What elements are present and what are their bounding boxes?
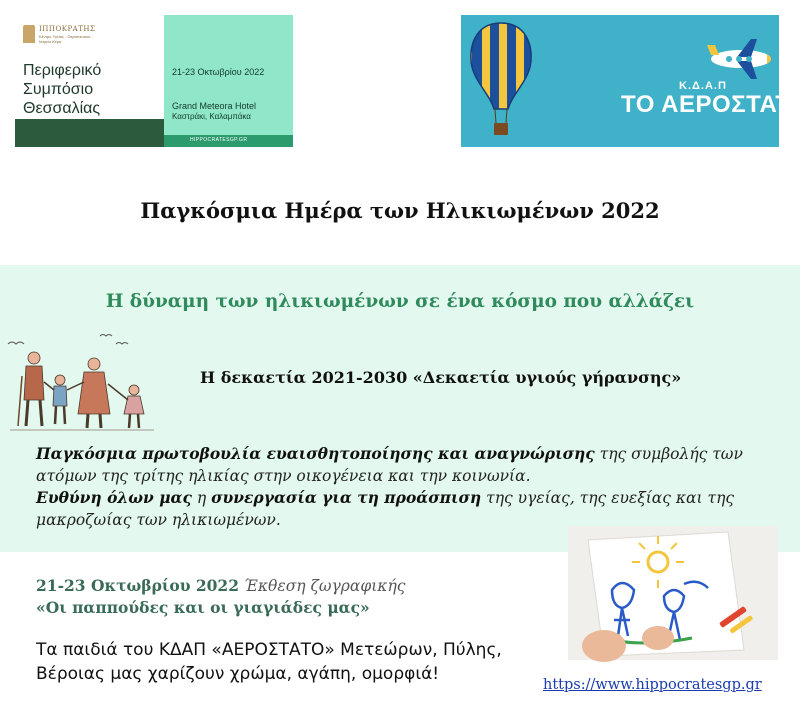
kdap-name: ΤΟ ΑΕΡΟΣΤΑΤΟ: [621, 91, 809, 118]
paragraph-line: μακροζωίας των ηλικιωμένων.: [36, 511, 281, 529]
symposium-dates: 21-23 Οκτωβρίου 2022: [172, 67, 265, 77]
symposium-banner: [15, 15, 293, 147]
kids-text-line: Βέροιας μας χαρίζουν χρώμα, αγάπη, ομορφιά!: [36, 664, 440, 684]
text-phrase: η: [191, 489, 212, 507]
hippocrates-logo-icon: [23, 25, 35, 43]
children-drawing-photo: [568, 526, 778, 660]
text-phrase: της υγείας, της ευεξίας και της: [481, 489, 735, 507]
kdap-label: Κ.Δ.Α.Π: [679, 80, 727, 92]
banner-dark-bar: [15, 119, 164, 147]
airplane-icon: [707, 37, 777, 81]
symposium-url: HIPPOCRATESGP.GR: [190, 137, 248, 143]
symposium-title-line: Θεσσαλίας: [23, 100, 101, 117]
symposium-hotel: Grand Meteora Hotel: [172, 101, 257, 111]
kdap-banner: [461, 15, 809, 147]
section-subtitle: Η δύναμη των ηλικιωμένων σε ένα κόσμο που αλλάζει: [105, 291, 695, 312]
paragraph-line: [36, 487, 776, 509]
hot-air-balloon-icon: [466, 21, 536, 143]
logo-subtext: Κέντρο Υγείας - Θεραπευτικό - Ιατρείο Κέρα: [39, 34, 93, 44]
symposium-title-line: Συμπόσιο: [23, 81, 94, 98]
logo-text: ΙΠΠΟΚΡΑΤΗΣ: [39, 25, 96, 33]
text-phrase: της συμβολής των: [594, 445, 743, 463]
paragraph-line: [36, 443, 776, 465]
website-link[interactable]: https://www.hippocratesgp.gr: [543, 677, 762, 693]
exhibition-dates: [36, 576, 405, 595]
bold-phrase: Ευθύνη όλων μας: [36, 488, 192, 507]
exhibition-label: Έκθεση ζωγραφικής: [239, 577, 406, 595]
page-title: Παγκόσμια Ημέρα των Ηλικιωμένων 2022: [140, 198, 660, 223]
initiative-paragraph: [36, 443, 776, 531]
symposium-title: [23, 61, 101, 118]
bold-phrase: Παγκόσμια πρωτοβουλία ευαισθητοποίησης και αναγνώρισης: [36, 444, 595, 463]
decade-statement: Η δεκαετία 2021-2030 «Δεκαετία υγιούς γήρανσης»: [200, 368, 682, 387]
exhibition-date-range: 21-23 Οκτωβρίου 2022: [36, 576, 240, 595]
exhibition-title: «Οι παππούδες και οι γιαγιάδες μας»: [36, 598, 370, 617]
bold-phrase: συνεργασία για τη προάσπιση: [211, 488, 482, 507]
symposium-place: Καστράκι, Καλαμπάκα: [172, 112, 251, 121]
paragraph-line: ατόμων της τρίτης ηλικίας στην οικογένεια και την κοινωνία.: [36, 467, 531, 485]
symposium-title-line: Περιφερικό: [23, 62, 102, 79]
banner-right-panel: [164, 15, 293, 147]
elderly-family-illustration: [4, 322, 164, 442]
kids-text-line: Τα παιδιά του ΚΔΑΠ «ΑΕΡΟΣΤΑΤΟ» Μετεώρων, Πύλης,: [36, 640, 502, 660]
